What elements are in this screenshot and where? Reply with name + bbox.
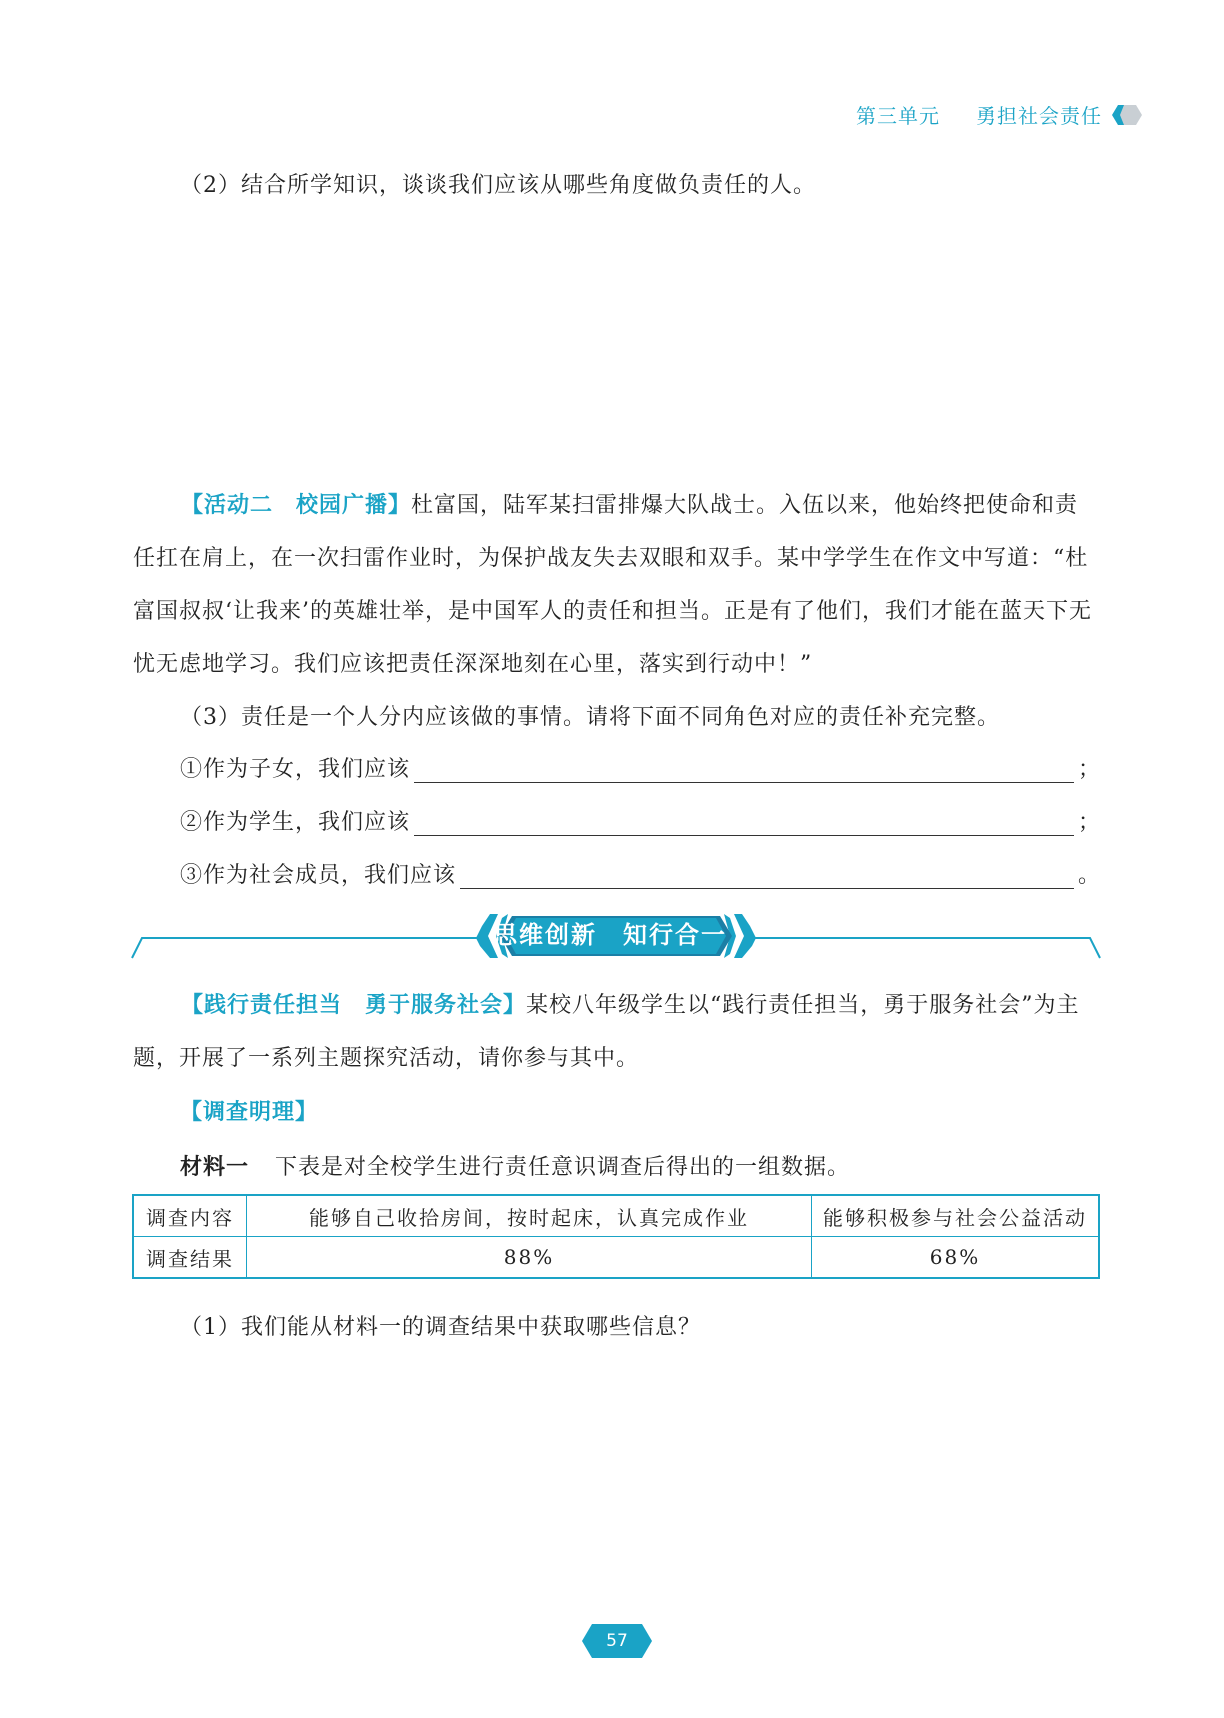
question-3: （3）责任是一个人分内应该做的事情。请将下面不同角色对应的责任补充完整。 [180, 705, 1000, 730]
table-cell: 88% [247, 1237, 812, 1279]
practice-body: 某校八年级学生以“践行责任担当，勇于服务社会”为主题，开展了一系列主题探究活动，请你参与其中。 [133, 993, 1080, 1071]
unit-label: 第三单元 [856, 104, 940, 128]
question-2: （2）结合所学知识，谈谈我们应该从哪些角度做负责任的人。 [180, 173, 816, 198]
fill-row-3 [180, 858, 1101, 889]
fill-label-3: ③作为社会成员，我们应该 [180, 863, 457, 888]
fill-blank-2[interactable] [414, 809, 1074, 836]
question-1: （1）我们能从材料一的调查结果中获取哪些信息？ [180, 1315, 701, 1340]
fill-row-1 [180, 752, 1101, 783]
survey-table [132, 1194, 1100, 1279]
material-1-label: 材料一 [180, 1155, 250, 1180]
material-1-text: 下表是对全校学生进行责任意识调查后得出的一组数据。 [275, 1155, 851, 1180]
fill-label-1: ①作为子女，我们应该 [180, 757, 411, 782]
answer-area-q2[interactable] [133, 208, 1101, 468]
investigate-title: 【调查明理】 [180, 1100, 319, 1125]
fill-end-3: 。 [1078, 863, 1102, 888]
fill-blank-1[interactable] [414, 756, 1074, 783]
practice-title: 【践行责任担当 勇于服务社会】 [181, 993, 527, 1018]
section-banner-title: 思维创新 知行合一 [493, 920, 727, 949]
fill-end-2: ； [1078, 810, 1102, 835]
table-cell: 调查结果 [133, 1237, 247, 1279]
table-cell: 调查内容 [133, 1195, 247, 1237]
answer-area-q1[interactable] [133, 1350, 1101, 1600]
material-1 [180, 1150, 850, 1181]
hexagon-decoration-icon [1110, 103, 1144, 127]
table-row [133, 1237, 1099, 1279]
unit-topic: 勇担社会责任 [976, 104, 1102, 128]
fill-end-1: ； [1078, 757, 1102, 782]
activity-2-title: 【活动二 校园广播】 [181, 493, 412, 518]
running-header [856, 100, 1144, 129]
fill-label-2: ②作为学生，我们应该 [180, 810, 411, 835]
activity-2-paragraph [133, 479, 1101, 691]
table-row [133, 1195, 1099, 1237]
fill-row-2 [180, 805, 1101, 836]
table-cell: 68% [812, 1237, 1100, 1279]
page-number: 57 [606, 1631, 628, 1651]
table-cell: 能够自己收拾房间，按时起床，认真完成作业 [247, 1195, 812, 1237]
table-cell: 能够积极参与社会公益活动 [812, 1195, 1100, 1237]
practice-paragraph [133, 979, 1101, 1085]
fill-blank-3[interactable] [460, 862, 1074, 889]
activity-2-body: 杜富国，陆军某扫雷排爆大队战士。入伍以来，他始终把使命和责任扛在肩上，在一次扫雷作业时，为保护战友失去双眼和双手。某中学学生在作文中写道：“杜富国叔叔‘让我来’的英雄壮举，是中国军人的责任和担当。正是有了他们，我们才能在蓝天下无忧无虑地学习。我们应该把责任深深地刻在心里，落实到行动中！” [133, 493, 1092, 677]
